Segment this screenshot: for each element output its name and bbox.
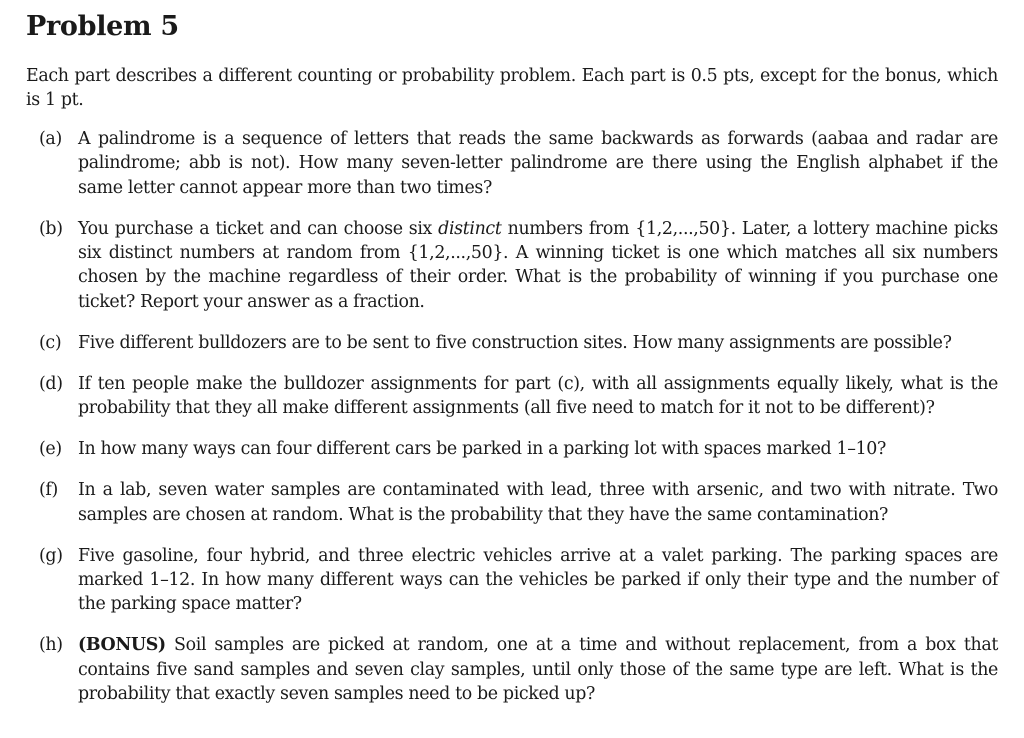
part-e-text: In how many ways can four different cars be parked in a parking lot with spaces marked 1–10? [78,439,886,460]
problem-intro: Each part describes a different counting or probability problem. Each part is 0.5 pts, except for the bonus, which is 1 pt. [26,66,998,111]
part-e [26,437,998,461]
part-g [26,544,998,617]
part-d-label: (d) [39,373,63,394]
part-h-bonus-tag: (BONUS) [78,635,166,656]
part-b-text-start: You purchase a ticket and can choose six [78,218,439,239]
part-a [26,127,998,200]
part-d-text: If ten people make the bulldozer assignments for part (c), with all assignments equally likely, what is the probability that they all make different assignments (all five need to match for it not to be different)? [78,373,998,419]
part-g-text: Five gasoline, four hybrid, and three electric vehicles arrive at a valet parking. The parking spaces are marked 1–12. In how many different ways can the vehicles be parked if only their type and the number of the parking space matter? [78,545,998,615]
document-page [26,10,998,723]
part-a-text: A palindrome is a sequence of letters that reads the same backwards as forwards (aabaa and radar are palindrome; abb is not). How many seven-letter palindrome are there using the English alphabet if the same letter cannot appear more than two times? [78,128,998,198]
part-b [26,217,998,315]
part-a-label: (a) [39,128,62,149]
part-b-text-end: numbers from {1,2,...,50}. Later, a lottery machine picks six distinct numbers at random from {1,2,...,50}. A winning ticket is one which matches all six numbers chosen by the machine regardless of their order. What is the probability of winning if you purchase one ticket? Report your answer as a fraction. [78,218,999,312]
part-f-text: In a lab, seven water samples are contaminated with lead, three with arsenic, and two with nitrate. Two samples are chosen at random. What is the probability that they have the same contamination? [78,480,998,525]
problem-title: Problem 5 [26,11,179,42]
part-c-label: (c) [39,332,62,353]
part-b-emphasis: distinct [438,218,502,239]
part-h [26,633,998,706]
part-f-label: (f) [39,480,58,501]
part-d [26,372,998,421]
problem-parts-list [26,127,998,707]
part-b-label: (b) [39,218,63,239]
part-h-text: Soil samples are picked at random, one at a time and without replacement, from a box that contains five sand samples and seven clay samples, until only those of the same type are left. What is the probability that exactly seven samples need to be picked up? [78,635,998,705]
part-c [26,331,998,355]
part-e-label: (e) [39,439,62,460]
part-f [26,478,998,527]
part-h-label: (h) [39,635,63,656]
part-c-text: Five different bulldozers are to be sent to five construction sites. How many assignments are possible? [78,332,952,353]
part-g-label: (g) [39,545,63,566]
